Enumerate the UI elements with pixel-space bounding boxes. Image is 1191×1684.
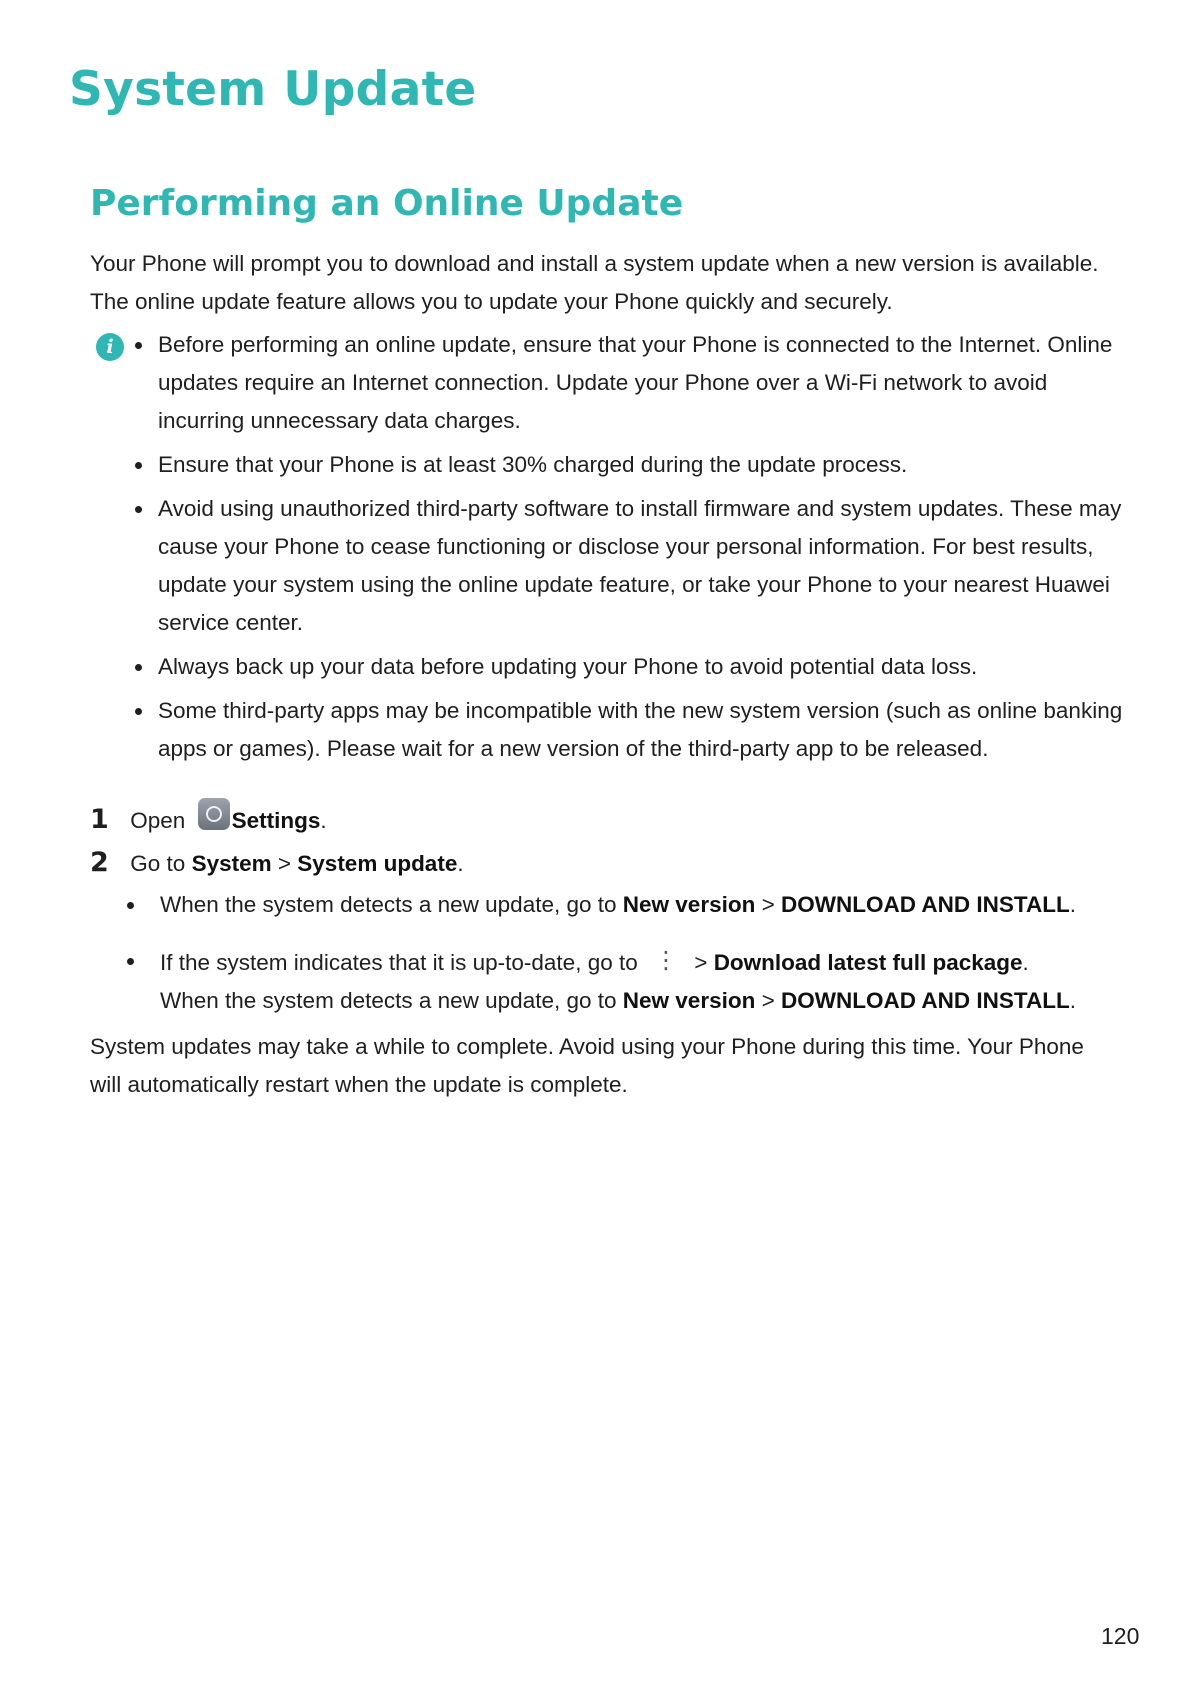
step-1-open-text: Open (130, 808, 186, 833)
download-install-label: DOWNLOAD AND INSTALL (781, 892, 1070, 917)
step-1 (90, 798, 327, 840)
separator: > (761, 988, 775, 1013)
footer-line-2: will automatically restart when the update is complete. (90, 1072, 628, 1097)
info-icon: i (96, 333, 124, 361)
system-update-label: System update (297, 851, 458, 876)
download-full-package-label: Download latest full package (713, 950, 1023, 975)
sub-item-1-period: . (1069, 892, 1076, 917)
separator: > (694, 950, 708, 975)
step-2-period: . (457, 851, 464, 876)
settings-icon (198, 798, 230, 830)
section-title: Performing an Online Update (90, 183, 684, 224)
step-2-sub-list (160, 886, 1140, 924)
step-2-goto-text: Go to (130, 851, 186, 876)
sub-item-2-text-2: When the system detects a new update, go to (160, 988, 617, 1013)
new-version-label: New version (622, 988, 756, 1013)
footer-line-1: System updates may take a while to complete. Avoid using your Phone during this time. Your Phone (90, 1034, 1084, 1059)
sub-item-2-period-2: . (1069, 988, 1076, 1013)
sub-item-2-period: . (1022, 950, 1029, 975)
step-2-sub-list-2 (160, 942, 1140, 1020)
download-install-label: DOWNLOAD AND INSTALL (781, 988, 1070, 1013)
note-item: Some third-party apps may be incompatible with the new system version (such as online banking apps or games). Please wait for a new version of the third-party app to be released. (158, 692, 1128, 768)
sub-item-up-to-date (160, 942, 1140, 1020)
note-list (158, 326, 1128, 774)
note-item: Always back up your data before updating your Phone to avoid potential data loss. (158, 648, 1128, 686)
page-title: System Update (69, 62, 477, 117)
footer-paragraph (90, 1028, 1130, 1104)
new-version-label: New version (622, 892, 756, 917)
step-number: 2 (90, 847, 109, 878)
separator: > (761, 892, 775, 917)
step-2 (90, 844, 464, 883)
intro-paragraph (90, 245, 1130, 321)
sub-item-2-text: If the system indicates that it is up-to-date, go to (160, 950, 638, 975)
note-item: Avoid using unauthorized third-party software to install firmware and system updates. These may cause your Phone to cease functioning or disclose your personal information. For best results, update your system using the online update feature, or take your Phone to your nearest Huawei service center. (158, 490, 1128, 642)
note-item: Before performing an online update, ensure that your Phone is connected to the Internet. Online updates require an Internet connection. Update your Phone over a Wi-Fi network to avoid incurring unnecessary data charges. (158, 326, 1128, 440)
system-label: System (191, 851, 272, 876)
step-1-period: . (320, 808, 327, 833)
page-number: 120 (1101, 1623, 1140, 1649)
intro-line-2: The online update feature allows you to update your Phone quickly and securely. (90, 289, 893, 314)
sub-item-new-update (160, 886, 1140, 924)
sub-item-1-text: When the system detects a new update, go to (160, 892, 617, 917)
intro-line-1: Your Phone will prompt you to download and install a system update when a new version is available. (90, 251, 1099, 276)
note-item: Ensure that your Phone is at least 30% charged during the update process. (158, 446, 1128, 484)
step-number: 1 (90, 804, 109, 835)
more-vertical-icon: ⋮ (654, 947, 679, 974)
separator: > (277, 851, 292, 876)
settings-label: Settings (231, 808, 321, 833)
